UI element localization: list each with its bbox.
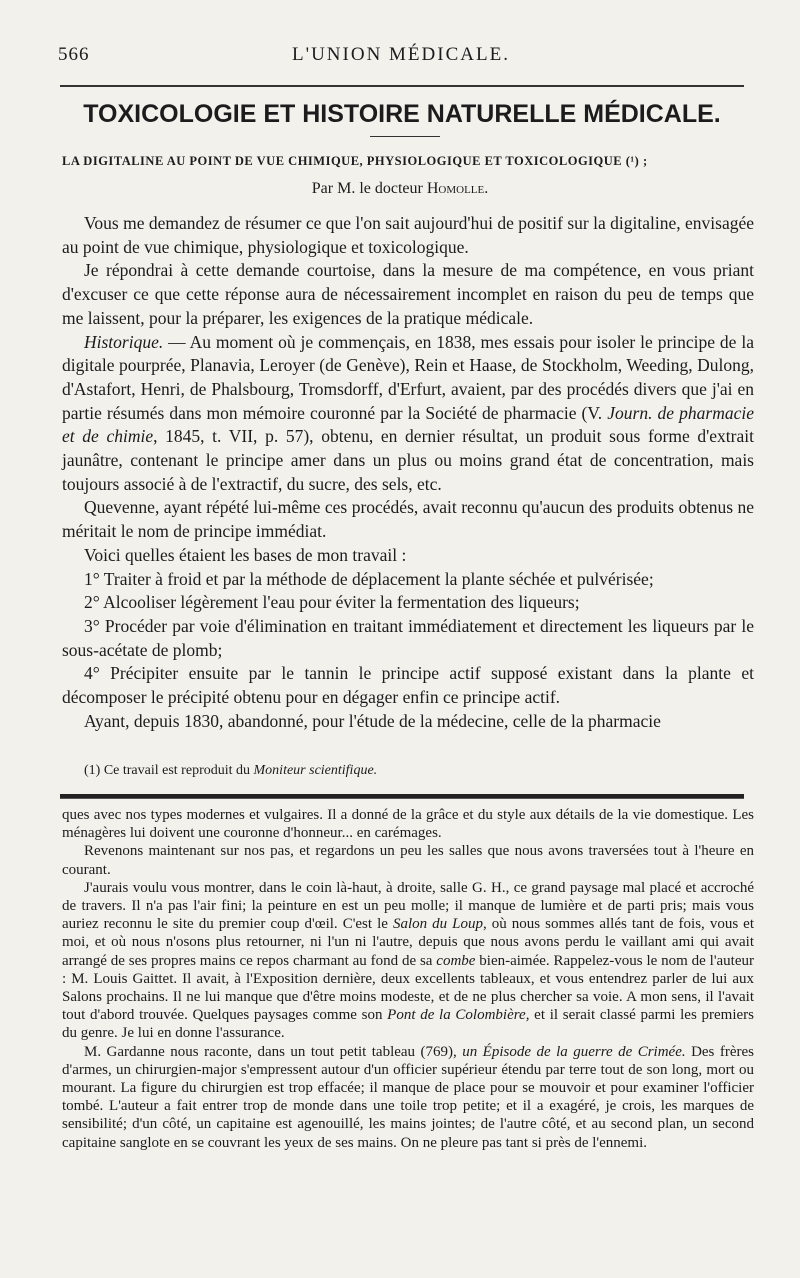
painting-title: Salon du Loup: [392, 916, 483, 933]
paragraph-text: Des frères d'armes, un chirurgien-major s'empressent autour d'un officier supérieur étendu par terre tout de son long, mort ou mourant. La figure du chirurgien est trop effacée; il manque de place pour se mouvoir et pour examiner l'officier tombé. L'auteur a fait entrer trop de monde dans une toile trop petite; et il a exagéré, je crois, les marques de sensibilité; d'un côté, un capitaine est agenouillé, les mains jointes; de l'autre côté, et au second plan, un second capitaine sanglote en se couvrant les yeux de ses mains. On ne pleure pas tant si près de l'ennemi.: [62, 1043, 754, 1151]
paragraph-text: , 1845, t. VII, p. 57), obtenu, en dernier résultat, un produit sous forme d'extrait jaunâtre, contenant le principe amer dans un plus ou moins grand état de concentration, mais toujours associé à de l'extractif, du sucre, des sels, etc.: [62, 426, 754, 494]
paragraph: Ayant, depuis 1830, abandonné, pour l'étude de la médecine, celle de la pharmacie: [84, 710, 661, 731]
paragraph: Je répondrai à cette demande courtoise, dans la mesure de ma compétence, en vous priant d'excuser ce que cette réponse aura de nécessairement incomplet en raison du peu de temps que me laissent, pour la préparer, les exigences de la pratique médicale.: [62, 260, 754, 328]
list-item: 1° Traiter à froid et par la méthode de déplacement la plante séchée et pulvérisée;: [84, 568, 654, 589]
journal-title: Journ. de pharmacie et de chimie: [62, 402, 754, 447]
list-item: 3° Procéder par voie d'élimination en traitant immédiatement et directement les liqueurs par le sous-acétate de plomb;: [62, 615, 754, 660]
footnote-text: (1) Ce travail est reproduit du: [84, 763, 254, 778]
article-subtitle: LA DIGITALINE AU POINT DE VUE CHIMIQUE, PHYSIOLOGIQUE ET TOXICOLOGIQUE (¹) ;: [62, 154, 648, 168]
paragraph-text: M. Gardanne nous raconte, dans un tout petit tableau (769),: [84, 1043, 463, 1060]
list-item: 4° Précipiter ensuite par le tannin le principe actif supposé existant dans la plante et décomposer le précipité obtenu pour en dégager enfin ce principe actif.: [62, 663, 754, 708]
paragraph-text: — Au moment où je commençais, en 1838, mes essais pour isoler le principe de la digitale pourprée, Planavia, Leroyer (de Genève), Rein et Haase, de Stockholm, Weeding, Dulong, d'Astafort, Henri, de Phalsbourg, Tromsdorff, d'Erfurt, avaient, par des procédés divers que j'ai en partie résumés dans mon mémoire couronné par la Société de pharmacie (V.: [62, 331, 754, 423]
painting-title: Pont de la Colombière,: [387, 1007, 530, 1024]
paragraph-text: , où nous sommes allés tant de fois, vous et moi, et où nous n'osons plus retourner, ni l'un ni l'autre, depuis que nous avons perdu le vaillant ami qui avait arrangé de ses propres mains ce repos charmant au fond de sa: [62, 916, 754, 969]
footnote-source: Moniteur scientifique.: [253, 763, 378, 778]
paragraph-text: et il serait classé parmi les premiers du genre. Je lui en donne l'assurance.: [62, 1007, 754, 1042]
header-rule: [60, 85, 744, 87]
feuilleton-body: [62, 806, 754, 1152]
paragraph-text: bien-aimée. Rappelez-vous le nom de l'auteur : M. Louis Gaittet. Il avait, à l'Exposition dernière, deux excellents tableaux, et vous entendrez parler de lui aux Salons prochains. Il ne lui manque que d'être moins modeste, et de ne plus chercher sa voie. A mon sens, il l'avait tout d'abord trouvée. Quelques paysages comme son: [62, 952, 754, 1024]
paragraph: Revenons maintenant sur nos pas, et regardons un peu les salles que nous avons traversées tout à l'heure en courant.: [62, 843, 754, 878]
paragraph: Quevenne, ayant répété lui-même ces procédés, avait reconnu qu'aucun des produits obtenus ne méritait le nom de principe immédiat.: [62, 497, 754, 542]
paragraph: [62, 1043, 754, 1152]
byline-prefix: Par M. le docteur: [311, 180, 423, 197]
paragraph-text: J'aurais voulu vous montrer, dans le coin là-haut, à droite, salle G. H., ce grand paysage mal placé et accroché de travers. Il n'a pas l'air fini; la peinture en est un peu molle; il manque de lumière et de parti pris; mais vous auriez reconnu le site du premier coup d'œil. C'est le: [62, 879, 754, 933]
page-number: 566: [58, 44, 90, 65]
title-rule: [370, 136, 440, 137]
section-divider: [60, 794, 744, 799]
painting-title: un Épisode de la guerre de Crimée.: [462, 1043, 686, 1060]
byline-author: Homolle.: [426, 180, 489, 197]
paragraph: Vous me demandez de résumer ce que l'on sait aujourd'hui de positif sur la digitaline, envisagée au point de vue chimique, physiologique et toxicologique.: [62, 213, 754, 257]
list-item: 2° Alcooliser légèrement l'eau pour éviter la fermentation des liqueurs;: [84, 592, 580, 613]
article-body: [62, 212, 754, 733]
section-label: Historique.: [84, 331, 164, 352]
italic-word: combe: [436, 952, 476, 969]
byline: [0, 180, 800, 198]
paragraph-historique: [62, 331, 754, 497]
footnote: [84, 763, 377, 779]
paragraph: [62, 879, 754, 1043]
paragraph: Voici quelles étaient les bases de mon travail :: [84, 544, 407, 565]
article-title: TOXICOLOGIE ET HISTOIRE NATURELLE MÉDICALE.: [83, 100, 721, 128]
page-header: [58, 44, 744, 72]
paragraph: ques avec nos types modernes et vulgaires. Il a donné de la grâce et du style aux détails de la vie domestique. Les ménagères lui doivent une couronne d'honneur... en carémages.: [62, 807, 754, 842]
running-title: L'UNION MÉDICALE.: [292, 44, 510, 65]
